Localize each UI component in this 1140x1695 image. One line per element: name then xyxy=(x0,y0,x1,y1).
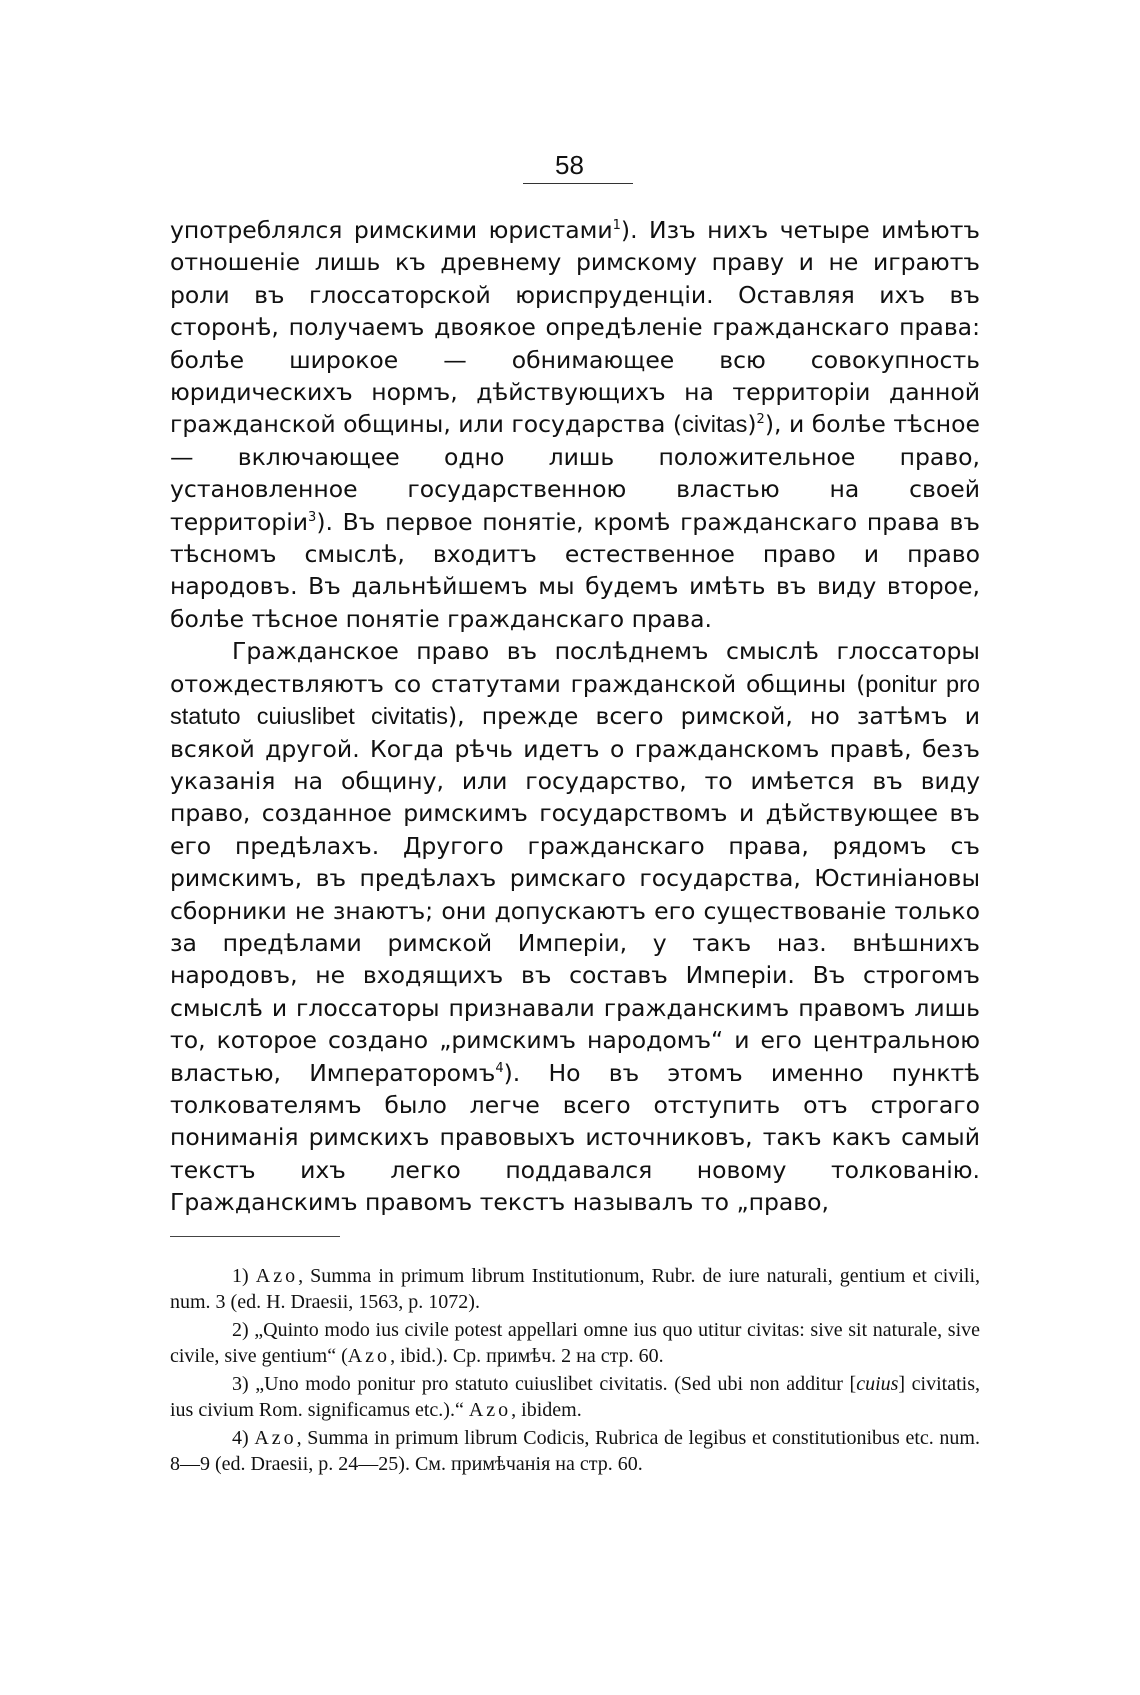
footnote-4: 4) Azo, Summa in primum librum Codicis, Rubrica de legibus et constitutionibus etc. num. 8—9 (ed. Draesii, p. 24—25). См. примѣчанія на стр. 60. xyxy=(170,1427,980,1475)
page-number-rule xyxy=(523,183,633,184)
footnote-ref-3[interactable]: 3 xyxy=(308,509,317,525)
paragraph-2: Гражданское право въ послѣднемъ смыслѣ глоссаторы отождествляютъ со статутами гражданской общины (ponitur pro statuto cuiuslibet civitatis), прежде всего римской, но затѣмъ и всякой другой. Когда рѣчь идетъ о гражданскомъ правѣ, безъ указанія на общину, или государство, то имѣется въ виду право, созданное римскимъ государствомъ и дѣйствующее въ его предѣлахъ. Другого гражданскаго права, рядомъ съ римскимъ, въ предѣлахъ римскаго государства, Юстиніановы сборники не знаютъ; они допускаютъ его существованіе только за предѣлами римской Имперіи, у такъ наз. внѣшнихъ народовъ, не входящихъ въ составъ Имперіи. Въ строгомъ смыслѣ и глоссаторы признавали гражданскимъ правомъ лишь то, которое создано „римскимъ народомъ“ и его центральною властью, Императоромъ$^4$). Но въ этомъ именно пунктѣ толкователямъ было легче всего отступить отъ строгаго пониманія римскихъ правовыхъ источниковъ, такъ какъ самый текстъ ихъ легко поддавался новому толкованію. Гражданскимъ правомъ текстъ называлъ то „право, xyxy=(170,637,980,1217)
footnote-2: 2) „Quinto modo ius civile potest appellari omne ius quo utitur civitas: sive sit naturale, sive civile, sive gentium“ (Azo, ibid.). Ср. примѣч. 2 на стр. 60. xyxy=(170,1319,981,1367)
footnote-separator xyxy=(170,1236,340,1237)
footnote-1: 1) Azo, Summa in primum librum Institutionum, Rubr. de iure naturali, gentium et civili, num. 3 (ed. H. Draesii, 1563, p. 1072). xyxy=(170,1265,981,1313)
footnotes xyxy=(170,1263,980,1479)
footnote-ref-1[interactable]: 1 xyxy=(612,218,621,234)
main-text xyxy=(170,214,980,1219)
footnote-ref-2[interactable]: 2 xyxy=(756,412,765,428)
paragraph-1: употреблялся римскими юристами$^1$). Изъ нихъ четыре имѣютъ отношеніе лишь къ древнему римскому праву и не играютъ роли въ глоссаторской юриспруденціи. Оставляя ихъ въ сторонѣ, получаемъ двоякое опредѣленіе гражданскаго права: болѣе широкое — обнимающее всю совокупность юридическихъ нормъ, дѣйствующихъ на территоріи данной гражданской общины, или государства (civitas)$^2$), и болѣе тѣсное — включающее одно лишь положительное право, установленное государственною властью на своей территоріи$^3$). Въ первое понятіе, кромѣ гражданскаго права въ тѣсномъ смыслѣ, входитъ естественное право и право народовъ. Въ дальнѣйшемъ мы будемъ имѣть въ виду второе, болѣе тѣсное понятіе гражданскаго права. xyxy=(170,216,981,633)
footnote-3: 3) „Uno modo ponitur pro statuto cuiuslibet civitatis. (Sed ubi non additur [cuius] civitatis, ius civium Rom. significamus etc.).“ Azo, ibidem. xyxy=(170,1373,980,1421)
page-number: 58 xyxy=(555,150,584,180)
footnote-ref-4[interactable]: 4 xyxy=(495,1060,504,1076)
